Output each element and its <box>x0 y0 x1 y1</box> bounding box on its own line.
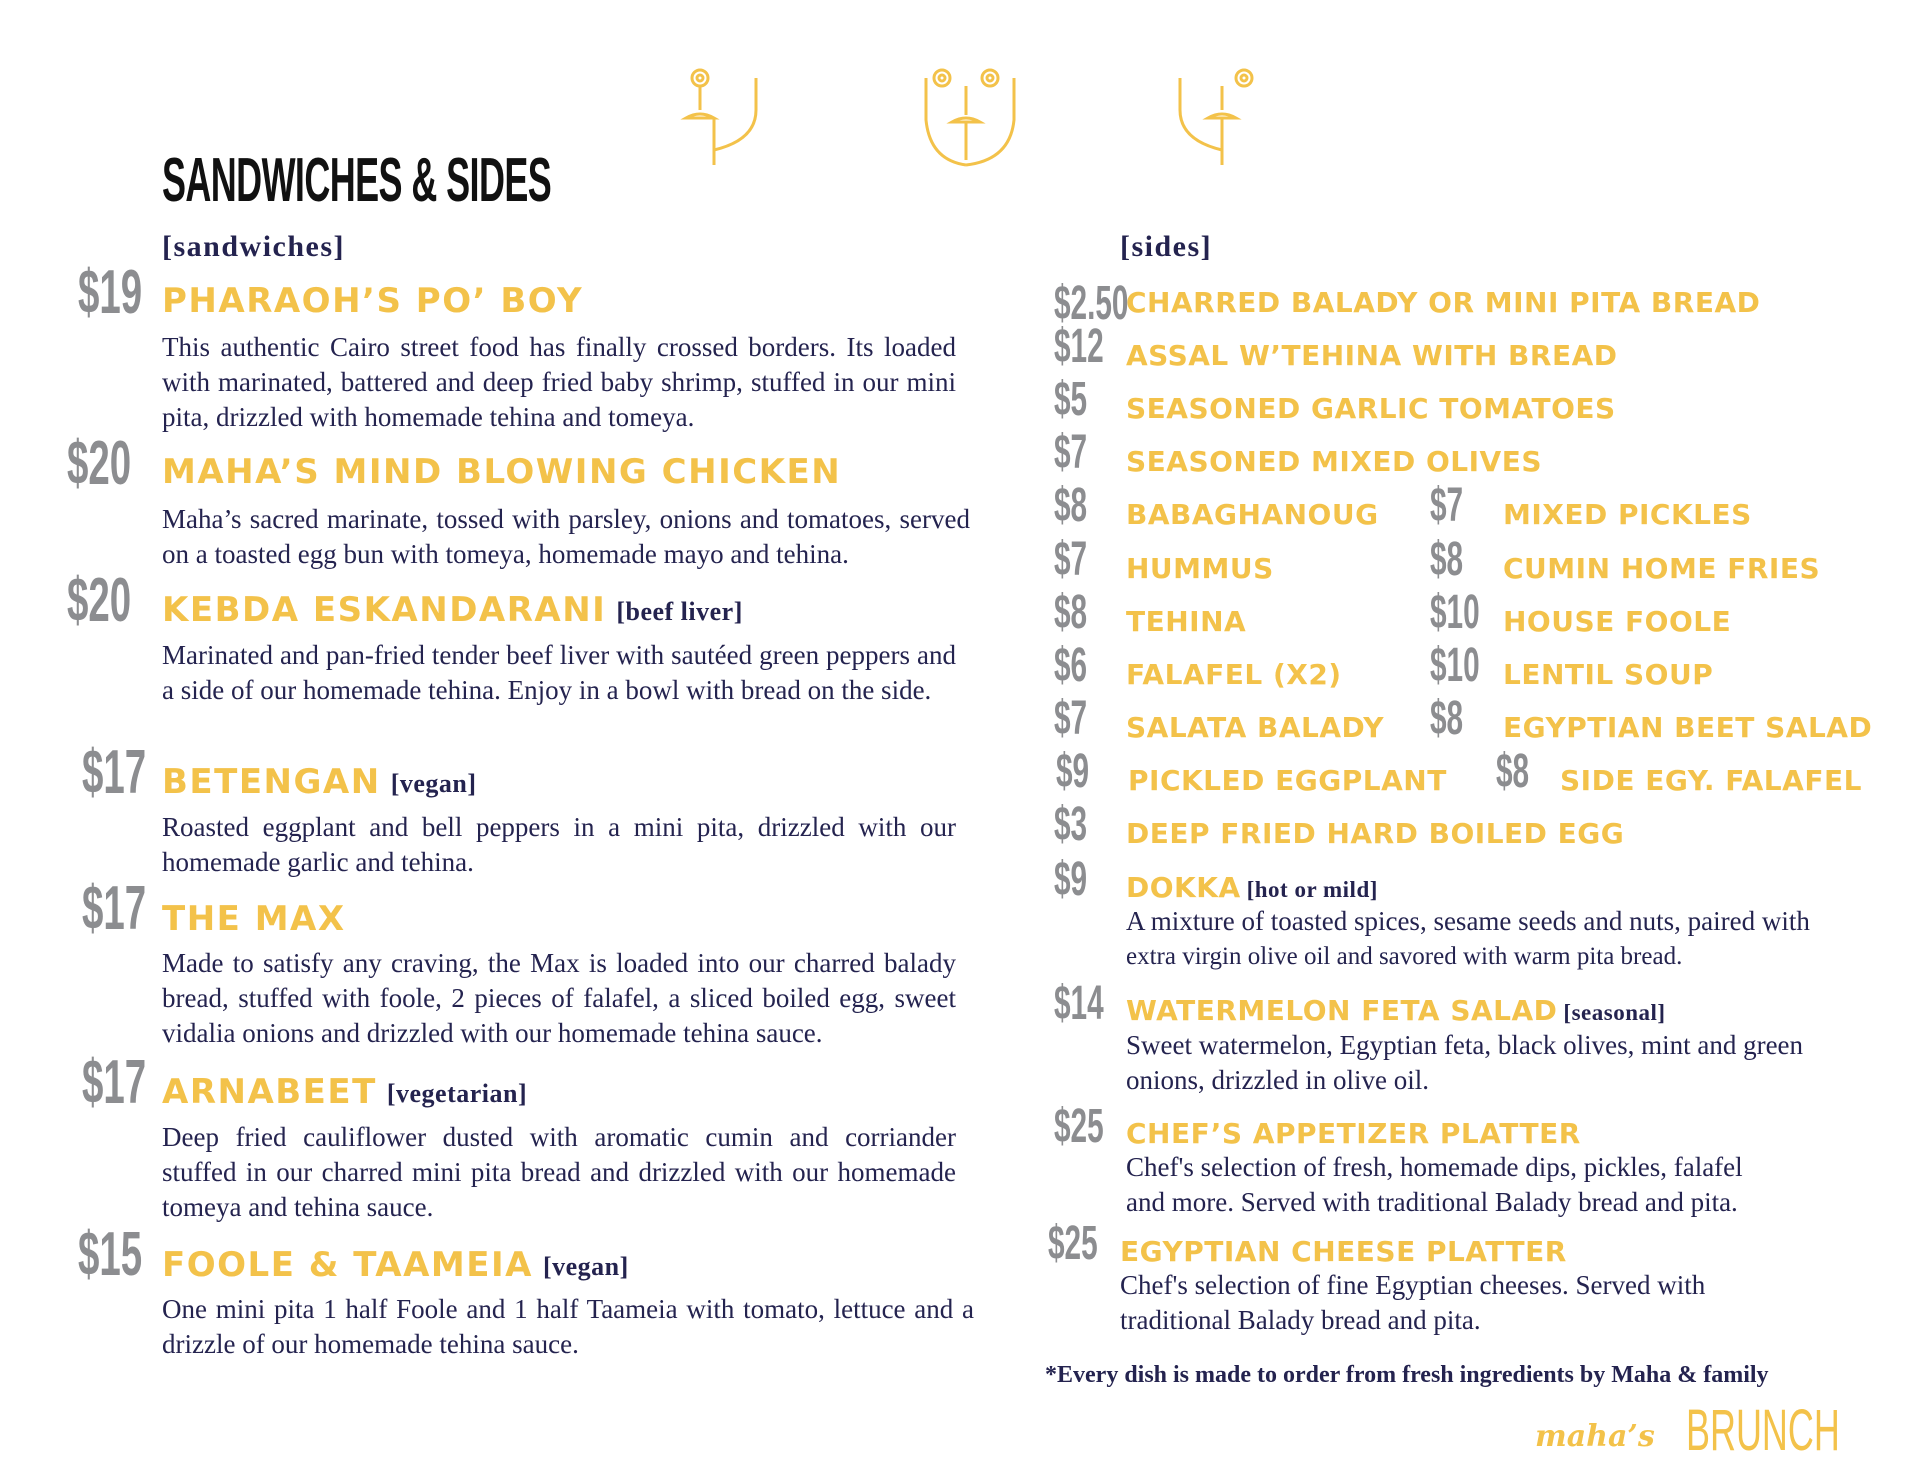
price: $12 <box>1054 320 1104 373</box>
price: $25 <box>1054 1100 1104 1153</box>
item-description: Marinated and pan-fried tender beef liver with sautéed green peppers and a side of our homemade tehina. Enjoy in a bowl with bread on the side. <box>162 640 956 705</box>
item-name: FOOLE & TAAMEIA <box>162 1245 533 1285</box>
item-title <box>162 1072 528 1112</box>
item-name: MAHA’S MIND BLOWING CHICKEN <box>162 452 842 492</box>
price: $8 <box>1496 745 1530 798</box>
price: $10 <box>1430 586 1480 639</box>
price: $25 <box>1048 1217 1098 1270</box>
item-name: MIXED PICKLES <box>1503 498 1752 531</box>
item-tag: [vegetarian] <box>386 1078 528 1108</box>
description-line: traditional Balady bread and pita. <box>1120 1305 1481 1335</box>
item-description: Roasted eggplant and bell peppers in a mini pita, drizzled with our homemade garlic and tehina. <box>162 812 956 877</box>
price: $2.50 <box>1054 277 1129 330</box>
price: $8 <box>1430 533 1464 586</box>
price: $20 <box>67 429 132 498</box>
price: $7 <box>1054 426 1088 479</box>
item-description <box>1126 904 1886 974</box>
price: $19 <box>78 258 143 327</box>
item-name: SIDE EGY. FALAFEL <box>1560 764 1862 797</box>
description-line: A mixture of toasted spices, sesame seeds and nuts, paired with <box>1126 906 1810 936</box>
item-name: LENTIL SOUP <box>1503 658 1714 691</box>
decorative-faces-icon <box>660 60 1280 180</box>
item-name: FALAFEL (X2) <box>1126 658 1342 691</box>
description-line: Chef's selection of fresh, homemade dips, pickles, falafel <box>1126 1152 1743 1182</box>
item-name: EGYPTIAN CHEESE PLATTER <box>1120 1235 1567 1268</box>
item-name: ASSAL W’TEHINA WITH BREAD <box>1126 339 1618 372</box>
price: $8 <box>1054 479 1088 532</box>
price: $17 <box>82 1048 147 1117</box>
item-name: ARNABEET <box>162 1072 377 1112</box>
description-line: Chef's selection of fine Egyptian cheeses. Served with <box>1120 1270 1706 1300</box>
item-title <box>1126 994 1666 1027</box>
sandwiches-label: [sandwiches] <box>162 230 346 263</box>
item-description: Made to satisfy any craving, the Max is loaded into our charred balady bread, stuffed with foole, 2 pieces of falafel, a sliced boiled egg, sweet vidalia onions and drizzled with our homemade tehina sauce. <box>162 948 956 1048</box>
price: $7 <box>1054 533 1088 586</box>
price: $15 <box>78 1220 143 1289</box>
item-description <box>1126 1150 1886 1220</box>
page-title: SANDWICHES & SIDES <box>162 146 552 215</box>
item-description <box>1120 1268 1880 1338</box>
item-description: Deep fried cauliflower dusted with aromatic cumin and corriander stuffed in our charred mini pita bread and drizzled with our homemade tomeya and tehina sauce. <box>162 1122 956 1222</box>
item-name: CUMIN HOME FRIES <box>1503 552 1821 585</box>
price: $6 <box>1054 639 1088 692</box>
item-title <box>162 899 346 939</box>
item-tag: [seasonal] <box>1563 999 1666 1025</box>
brand-logo-word: BRUNCH <box>1686 1398 1840 1463</box>
item-name: PICKLED EGGPLANT <box>1128 764 1447 797</box>
price: $3 <box>1054 798 1088 851</box>
item-name: DOKKA <box>1126 871 1241 904</box>
item-description: Maha’s sacred marinate, tossed with parsley, onions and tomatoes, served on a toasted egg bun with tomeya, homemade mayo and tehina. <box>162 504 970 569</box>
brand-logo-script: maha’s <box>1535 1419 1655 1454</box>
description-line: Sweet watermelon, Egyptian feta, black olives, mint and green <box>1126 1030 1804 1060</box>
item-name: KEBDA ESKANDARANI <box>162 590 607 630</box>
item-title <box>1126 871 1378 904</box>
item-name: WATERMELON FETA SALAD <box>1126 994 1558 1027</box>
price: $17 <box>82 738 147 807</box>
item-name: HOUSE FOOLE <box>1503 605 1732 638</box>
item-name: CHEF’S APPETIZER PLATTER <box>1126 1117 1581 1150</box>
price: $14 <box>1054 977 1104 1030</box>
item-name: HUMMUS <box>1126 552 1274 585</box>
item-name: TEHINA <box>1126 605 1247 638</box>
item-title <box>162 762 477 802</box>
price: $10 <box>1430 639 1480 692</box>
item-name: EGYPTIAN BEET SALAD <box>1503 711 1873 744</box>
item-title <box>162 281 584 321</box>
description-line: extra virgin olive oil and savored with warm pita bread. <box>1126 943 1683 970</box>
item-tag: [vegan] <box>542 1251 629 1281</box>
price: $8 <box>1430 692 1464 745</box>
price: $9 <box>1054 853 1088 906</box>
price: $7 <box>1054 692 1088 745</box>
price: $17 <box>82 874 147 943</box>
item-tag: [hot or mild] <box>1246 876 1378 902</box>
item-name: PHARAOH’S PO’ BOY <box>162 281 584 321</box>
price: $8 <box>1054 586 1088 639</box>
item-name: SEASONED MIXED OLIVES <box>1126 445 1542 478</box>
description-line: onions, drizzled in olive oil. <box>1126 1065 1429 1095</box>
item-description <box>1126 1028 1886 1098</box>
item-name: DEEP FRIED HARD BOILED EGG <box>1126 817 1625 850</box>
price: $20 <box>67 566 132 635</box>
item-description: This authentic Cairo street food has finally crossed borders. Its loaded with marinated, battered and deep fried baby shrimp, stuffed in our mini pita, drizzled with homemade tehina and tomeya. <box>162 332 956 432</box>
price: $7 <box>1430 479 1464 532</box>
item-title <box>162 452 842 492</box>
item-tag: [beef liver] <box>616 596 743 626</box>
item-title <box>162 590 743 630</box>
price: $9 <box>1056 745 1090 798</box>
item-name: THE MAX <box>162 899 346 939</box>
item-name: BETENGAN <box>162 762 381 802</box>
item-name: CHARRED BALADY OR MINI PITA BREAD <box>1126 286 1761 319</box>
item-name: SALATA BALADY <box>1126 711 1385 744</box>
item-title <box>162 1245 629 1285</box>
item-tag: [vegan] <box>390 768 477 798</box>
price: $5 <box>1054 373 1088 426</box>
sides-label: [sides] <box>1120 230 1213 263</box>
footnote: *Every dish is made to order from fresh ingredients by Maha & family <box>1045 1362 1769 1388</box>
item-name: BABAGHANOUG <box>1126 498 1379 531</box>
item-description: One mini pita 1 half Foole and 1 half Taameia with tomato, lettuce and a drizzle of our homemade tehina sauce. <box>162 1294 974 1359</box>
item-name: SEASONED GARLIC TOMATOES <box>1126 392 1616 425</box>
description-line: and more. Served with traditional Balady bread and pita. <box>1126 1187 1738 1217</box>
